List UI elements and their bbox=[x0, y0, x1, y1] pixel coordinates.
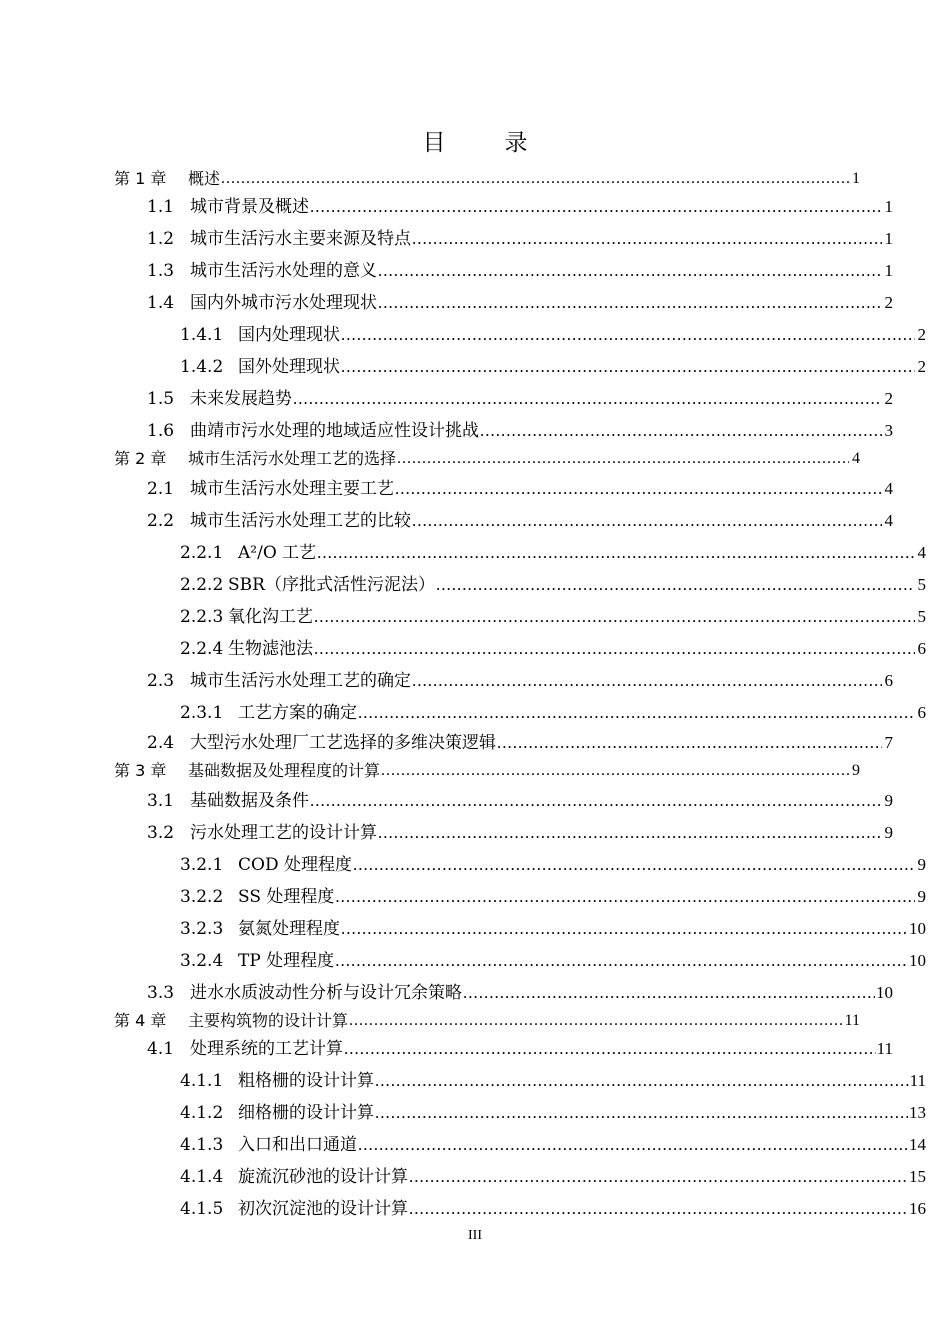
toc-entry-number: 1.3 bbox=[147, 261, 175, 281]
toc-entry-page: 6 bbox=[917, 639, 926, 658]
toc-entry-number: 1.4.1 bbox=[180, 325, 224, 345]
toc-entry-number: 1.2 bbox=[147, 229, 175, 249]
toc-entry-number: 4.1.5 bbox=[180, 1199, 224, 1219]
toc-entry-page: 5 bbox=[917, 575, 926, 594]
toc-entry-number: 3.2.1 bbox=[180, 855, 224, 875]
toc-entry-title: 氨氮处理程度 bbox=[238, 919, 340, 939]
toc-entry-level3[interactable] bbox=[114, 1198, 926, 1220]
toc-entry-number: 4.1.4 bbox=[180, 1167, 224, 1187]
page-number-footer: III bbox=[468, 1228, 482, 1243]
toc-entry-title: 国内外城市污水处理现状 bbox=[190, 293, 377, 313]
toc-entry-title: A²/O 工艺 bbox=[238, 543, 317, 563]
toc-entry-number: 4.1.3 bbox=[180, 1135, 224, 1155]
toc-entry-number: 1.5 bbox=[147, 389, 175, 409]
toc-entry-title: 工艺方案的确定 bbox=[238, 703, 357, 723]
toc-dot-leader bbox=[341, 918, 908, 940]
toc-entry-level2[interactable] bbox=[114, 196, 893, 218]
toc-entry-level1[interactable] bbox=[114, 760, 860, 782]
toc-entry-page: 2 bbox=[884, 293, 893, 312]
toc-entry-number: 2.2.4 bbox=[180, 639, 224, 659]
toc-entry-level2[interactable] bbox=[114, 732, 893, 754]
toc-dot-leader bbox=[341, 324, 915, 346]
toc-entry-level3[interactable] bbox=[114, 854, 926, 876]
toc-entry-level3[interactable] bbox=[114, 1070, 926, 1092]
toc-entry-number: 4.1.1 bbox=[180, 1071, 224, 1091]
toc-entry-title: 国外处理现状 bbox=[238, 357, 340, 377]
toc-entry-number: 3.2.4 bbox=[180, 951, 224, 971]
toc-entry-title: 基础数据及条件 bbox=[190, 791, 309, 811]
toc-entry-number: 2.2.3 bbox=[180, 607, 224, 627]
toc-dot-leader bbox=[335, 886, 915, 908]
toc-entry-title: SS 处理程度 bbox=[238, 887, 335, 907]
toc-entry-level3[interactable] bbox=[114, 1102, 926, 1124]
toc-dot-leader bbox=[221, 168, 849, 190]
toc-entry-number: 2.3.1 bbox=[180, 703, 224, 723]
toc-entry-number: 3.2.2 bbox=[180, 887, 224, 907]
toc-entry-level1[interactable] bbox=[114, 448, 860, 470]
toc-entry-level3[interactable] bbox=[114, 702, 926, 724]
toc-dot-leader bbox=[310, 790, 882, 812]
toc-entry-number: 2.3 bbox=[147, 671, 175, 691]
toc-dot-leader bbox=[349, 1010, 844, 1032]
toc-entry-number: 2.4 bbox=[147, 733, 175, 753]
toc-entry-level3[interactable] bbox=[114, 606, 926, 628]
toc-entry-title: SBR（序批式活性污泥法） bbox=[228, 575, 435, 595]
toc-entry-level2[interactable] bbox=[114, 670, 893, 692]
toc-entry-title: 基础数据及处理程度的计算 bbox=[188, 761, 381, 780]
toc-entry-page: 10 bbox=[876, 983, 893, 1002]
toc-entry-level3[interactable] bbox=[114, 886, 926, 908]
toc-entry-title: 污水处理工艺的设计计算 bbox=[190, 823, 377, 843]
toc-entry-page: 2 bbox=[917, 325, 926, 344]
toc-dot-leader bbox=[375, 1070, 909, 1092]
toc-entry-page: 1 bbox=[884, 197, 893, 216]
toc-entry-level3[interactable] bbox=[114, 1134, 926, 1156]
toc-entry-page: 1 bbox=[852, 170, 860, 187]
toc-entry-number: 3.2 bbox=[147, 823, 175, 843]
toc-entry-page: 9 bbox=[917, 855, 926, 874]
toc-entry-level2[interactable] bbox=[114, 292, 893, 314]
toc-dot-leader bbox=[412, 510, 882, 532]
toc-entry-title: 城市生活污水处理工艺的确定 bbox=[190, 671, 411, 691]
toc-entry-number: 1.4 bbox=[147, 293, 175, 313]
toc-dot-leader bbox=[341, 356, 915, 378]
toc-entry-title: 概述 bbox=[188, 169, 221, 188]
toc-entry-level2[interactable] bbox=[114, 790, 893, 812]
toc-entry-level1[interactable] bbox=[114, 1010, 860, 1032]
toc-entry-level3[interactable] bbox=[114, 1166, 926, 1188]
toc-entry-page: 14 bbox=[909, 1135, 926, 1154]
toc-entry-page: 11 bbox=[876, 1039, 893, 1058]
toc-entry-page: 13 bbox=[909, 1103, 926, 1122]
toc-entry-title: 城市生活污水主要来源及特点 bbox=[190, 229, 411, 249]
toc-entry-page: 7 bbox=[884, 733, 893, 752]
toc-entry-number: 1.4.2 bbox=[180, 357, 224, 377]
toc-entry-page: 10 bbox=[909, 951, 926, 970]
toc-dot-leader bbox=[335, 950, 908, 972]
toc-dot-leader bbox=[463, 982, 875, 1004]
toc-entry-title: 处理系统的工艺计算 bbox=[190, 1039, 343, 1059]
toc-entry-title: COD 处理程度 bbox=[238, 855, 352, 875]
toc-entry-number: 2.2.2 bbox=[180, 575, 224, 595]
toc-entry-page: 9 bbox=[917, 887, 926, 906]
toc-entry-title: 进水水质波动性分析与设计冗余策略 bbox=[190, 983, 462, 1003]
toc-entry-page: 10 bbox=[909, 919, 926, 938]
toc-dot-leader bbox=[375, 1102, 908, 1124]
toc-dot-leader bbox=[344, 1038, 876, 1060]
toc-entry-page: 6 bbox=[884, 671, 893, 690]
toc-dot-leader bbox=[412, 670, 882, 692]
toc-entry-title: 城市生活污水处理工艺的比较 bbox=[190, 511, 411, 531]
toc-entry-title: 主要构筑物的设计计算 bbox=[188, 1011, 349, 1030]
toc-entry-level2[interactable] bbox=[114, 1038, 893, 1060]
toc-dot-leader bbox=[395, 478, 882, 500]
toc-entry-title: 旋流沉砂池的设计计算 bbox=[238, 1167, 408, 1187]
toc-entry-title: 城市生活污水处理主要工艺 bbox=[190, 479, 394, 499]
toc-entry-page: 4 bbox=[852, 450, 860, 467]
toc-entry-number: 2.2 bbox=[147, 511, 175, 531]
toc-entry-page: 11 bbox=[844, 1012, 860, 1029]
toc-entry-title: 初次沉淀池的设计计算 bbox=[238, 1199, 408, 1219]
toc-dot-leader bbox=[378, 822, 882, 844]
toc-dot-leader bbox=[397, 448, 849, 470]
toc-entry-title: 曲靖市污水处理的地域适应性设计挑战 bbox=[190, 421, 479, 441]
toc-entry-title: 未来发展趋势 bbox=[190, 389, 292, 409]
toc-entry-number: 3.1 bbox=[147, 791, 175, 811]
toc-entry-page: 4 bbox=[884, 479, 893, 498]
toc-entry-page: 1 bbox=[884, 229, 893, 248]
toc-entry-level2[interactable] bbox=[114, 822, 893, 844]
toc-entry-level3[interactable] bbox=[114, 356, 926, 378]
toc-entry-level3[interactable] bbox=[114, 324, 926, 346]
toc-entry-title: 大型污水处理厂工艺选择的多维决策逻辑 bbox=[190, 733, 496, 753]
toc-entry-page: 2 bbox=[917, 357, 926, 376]
toc-entry-number: 3.3 bbox=[147, 983, 175, 1003]
toc-dot-leader bbox=[409, 1166, 908, 1188]
toc-entry-title: 粗格栅的设计计算 bbox=[238, 1071, 374, 1091]
toc-entry-page: 9 bbox=[884, 791, 893, 810]
toc-entry-level2[interactable] bbox=[114, 260, 893, 282]
toc-dot-leader bbox=[378, 260, 882, 282]
toc-entry-level2[interactable] bbox=[114, 982, 893, 1004]
toc-entry-level2[interactable] bbox=[114, 478, 893, 500]
toc-dot-leader bbox=[412, 228, 882, 250]
toc-entry-title: 城市生活污水处理的意义 bbox=[190, 261, 377, 281]
toc-entry-title: 城市背景及概述 bbox=[190, 197, 309, 217]
toc-entry-number: 4.1.2 bbox=[180, 1103, 224, 1123]
toc-entry-number: 1.6 bbox=[147, 421, 175, 441]
toc-entry-page: 2 bbox=[884, 389, 893, 408]
toc-entry-level2[interactable] bbox=[114, 388, 893, 410]
toc-entry-title: 国内处理现状 bbox=[238, 325, 340, 345]
toc-entry-number: 2.2.1 bbox=[180, 543, 224, 563]
toc-dot-leader bbox=[293, 388, 882, 410]
toc-entry-page: 11 bbox=[909, 1071, 926, 1090]
toc-entry-number: 3.2.3 bbox=[180, 919, 224, 939]
toc-dot-leader bbox=[314, 638, 915, 660]
toc-entry-title: 生物滤池法 bbox=[228, 639, 313, 659]
toc-dot-leader bbox=[358, 702, 915, 724]
toc-title: 目 录 bbox=[422, 130, 546, 156]
toc-entry-level3[interactable] bbox=[114, 542, 926, 564]
toc-dot-leader bbox=[378, 292, 882, 314]
toc-entry-number: 2.1 bbox=[147, 479, 175, 499]
toc-entry-level2[interactable] bbox=[114, 420, 893, 442]
toc-entry-page: 4 bbox=[917, 543, 926, 562]
toc-dot-leader bbox=[381, 760, 849, 782]
toc-dot-leader bbox=[353, 854, 915, 876]
toc-entry-level3[interactable] bbox=[114, 950, 926, 972]
toc-entry-level3[interactable] bbox=[114, 574, 926, 596]
toc-entry-title: 氧化沟工艺 bbox=[228, 607, 313, 627]
toc-entry-page: 15 bbox=[909, 1167, 926, 1186]
toc-entry-title: 入口和出口通道 bbox=[238, 1135, 357, 1155]
toc-entry-level2[interactable] bbox=[114, 228, 893, 250]
toc-entry-page: 3 bbox=[884, 421, 893, 440]
toc-entry-page: 4 bbox=[884, 511, 893, 530]
toc-entry-title: 细格栅的设计计算 bbox=[238, 1103, 374, 1123]
toc-entry-page: 9 bbox=[884, 823, 893, 842]
toc-dot-leader bbox=[480, 420, 882, 442]
toc-dot-leader bbox=[314, 606, 915, 628]
toc-entry-page: 9 bbox=[852, 762, 860, 779]
toc-entry-number: 1.1 bbox=[147, 197, 175, 217]
toc-entry-title: TP 处理程度 bbox=[238, 951, 335, 971]
toc-entry-number: 第 2 章 bbox=[114, 449, 167, 468]
toc-entry-page: 6 bbox=[917, 703, 926, 722]
toc-dot-leader bbox=[497, 732, 882, 754]
toc-entry-level2[interactable] bbox=[114, 510, 893, 532]
toc-dot-leader bbox=[409, 1198, 908, 1220]
toc-entry-page: 1 bbox=[884, 261, 893, 280]
toc-entry-title: 城市生活污水处理工艺的选择 bbox=[188, 449, 397, 468]
toc-dot-leader bbox=[358, 1134, 908, 1156]
toc-entry-number: 4.1 bbox=[147, 1039, 175, 1059]
toc-dot-leader bbox=[436, 574, 915, 596]
toc-dot-leader bbox=[310, 196, 882, 218]
toc-entry-level3[interactable] bbox=[114, 918, 926, 940]
toc-entry-page: 16 bbox=[909, 1199, 926, 1218]
toc-entry-level3[interactable] bbox=[114, 638, 926, 660]
toc-entry-number: 第 4 章 bbox=[114, 1011, 167, 1030]
toc-entry-number: 第 1 章 bbox=[114, 169, 167, 188]
toc-dot-leader bbox=[317, 542, 915, 564]
toc-entry-level1[interactable] bbox=[114, 168, 860, 190]
toc-entry-number: 第 3 章 bbox=[114, 761, 167, 780]
toc-entry-page: 5 bbox=[917, 607, 926, 626]
